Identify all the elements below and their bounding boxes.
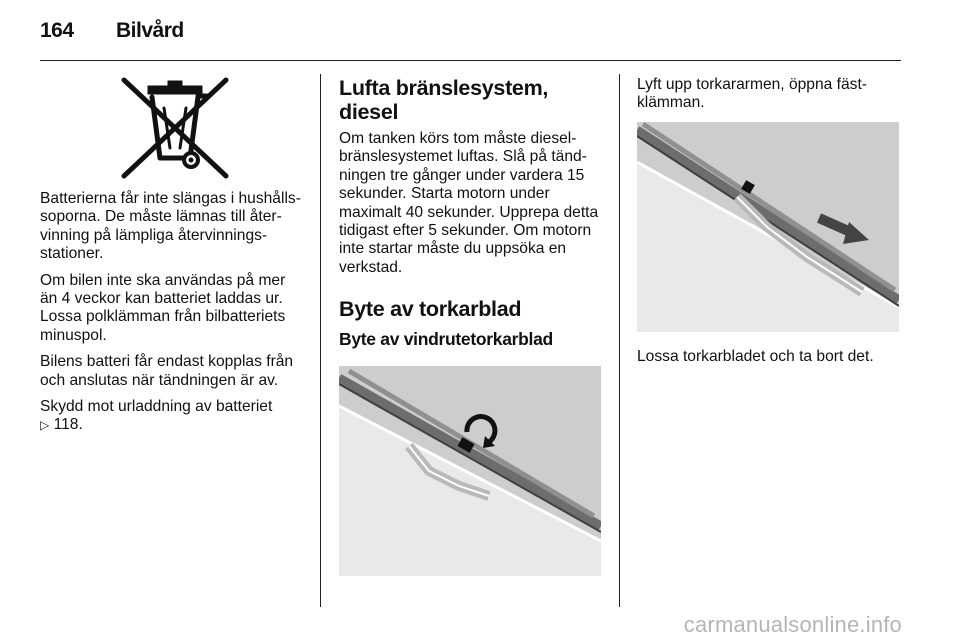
wiper-slide-out-illustration (637, 122, 899, 332)
wiper-blade-heading: Byte av torkarblad (339, 297, 522, 322)
column-diesel-and-wipers (339, 76, 605, 350)
section-title: Bilvård (116, 19, 184, 42)
wiper-step-lift-paragraph: Lyft upp torkararmen, öppna fäst-klämman. (637, 76, 867, 112)
windscreen-wiper-subheading: Byte av vindrutetorkarblad (339, 329, 553, 350)
reference-text: Skydd mot urladdning av batteriet (40, 398, 273, 416)
battery-disposal-paragraph: Batterierna får inte slängas i hushålls-soporna. De måste lämnas till åter-vinning på lämpliga återvinnings-stationer. (40, 190, 301, 263)
page-number: 164 (40, 19, 74, 42)
battery-reference-paragraph (40, 398, 306, 435)
battery-discharge-paragraph: Om bilen inte ska användas på mer än 4 veckor kan batteriet laddas ur. Lossa polklämman från bilbatteriets minuspol. (40, 271, 286, 344)
battery-disconnect-paragraph: Bilens batteri får endast kopplas från och anslutas när tändningen är av. (40, 353, 294, 389)
wiper-rotate-illustration (339, 366, 601, 576)
crossed-out-wheelie-bin-icon (40, 72, 306, 182)
diesel-bleeding-paragraph: Om tanken körs tom måste diesel-bränslesystemet luftas. Slå på tänd-ningen tre gånger under vardera 15 sekunder. Starta motorn under maximalt 40 sekunder. Upprepa detta tidigast efter 5 sekunder. Om motorn inte startar måste du uppsöka en verkstad. (339, 130, 599, 276)
header-divider (40, 60, 901, 61)
reference-page-link[interactable]: 118. (53, 416, 83, 434)
diesel-bleeding-heading: Lufta bränslesystem, diesel (339, 76, 549, 124)
column-divider-right (619, 74, 620, 607)
column-wiper-steps (637, 76, 903, 365)
watermark: carmanualsonline.info (683, 612, 902, 637)
column-battery (40, 72, 306, 443)
triangle-reference-icon: ▷ (40, 418, 50, 433)
column-divider-left (320, 74, 321, 607)
wiper-step-remove-paragraph: Lossa torkarbladet och ta bort det. (637, 348, 874, 365)
